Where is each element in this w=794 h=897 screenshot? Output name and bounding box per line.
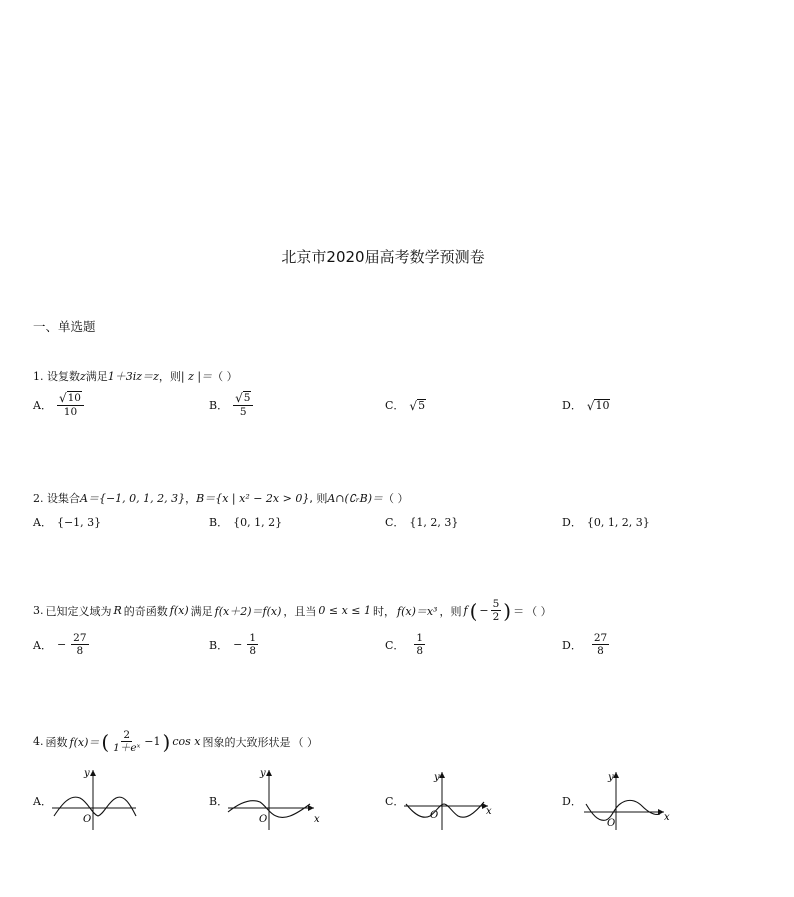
stem-text: 满足: [190, 604, 213, 618]
denominator: 5: [239, 406, 247, 418]
q2-option-b[interactable]: [209, 514, 282, 530]
curve: [406, 802, 484, 817]
radicand: 5: [418, 398, 426, 412]
page-title: 北京市2020届高考数学预测卷: [281, 248, 485, 266]
q3-option-a[interactable]: [33, 632, 89, 657]
y-label: y: [434, 772, 440, 783]
expression: f(x)＝: [69, 735, 100, 749]
expression: f(x＋2)＝f(x): [214, 604, 282, 618]
stem-text: ，则: [439, 604, 462, 618]
question-number: 2.: [33, 492, 44, 505]
numerator: 1: [249, 632, 256, 644]
fraction: √ 10 10: [57, 391, 84, 418]
q1-option-a[interactable]: [33, 391, 84, 418]
option-value: {1, 2, 3}: [409, 515, 459, 529]
q3-option-d[interactable]: [562, 632, 609, 657]
denominator: 10: [63, 406, 78, 418]
x-label: x: [664, 812, 670, 823]
expression: −1: [144, 735, 161, 748]
option-label: C．: [385, 399, 405, 412]
origin-label: O: [259, 814, 268, 825]
origin-label: O: [430, 810, 439, 821]
option-value: {0, 1, 2, 3}: [586, 515, 650, 529]
x-label: x: [486, 806, 492, 817]
stem-text: 时，: [373, 604, 395, 618]
question-number: 4.: [33, 735, 44, 748]
option-value: {0, 1, 2}: [233, 515, 283, 529]
question-number: 1.: [33, 370, 44, 383]
question-2-stem: [33, 490, 409, 506]
option-label: D．: [562, 399, 582, 412]
q4-option-c-label[interactable]: C．: [385, 795, 405, 808]
q1-option-b[interactable]: [209, 391, 253, 418]
denominator: 8: [76, 645, 84, 657]
answer-blank: （ ）: [212, 370, 238, 383]
radicand: 10: [67, 392, 81, 404]
option-label: B．: [209, 398, 229, 412]
question-1-stem: [33, 368, 238, 384]
variable: z: [80, 370, 86, 383]
answer-blank: （ ）: [292, 735, 318, 749]
y-axis-arrow: [613, 772, 619, 778]
variable: R: [113, 604, 122, 617]
q4-graph-c[interactable]: [400, 768, 500, 834]
expression: 0 ≤ x ≤ 1: [318, 604, 371, 617]
sign: −: [233, 638, 243, 651]
numerator: 5: [492, 598, 500, 610]
q4-graph-d[interactable]: [580, 768, 680, 834]
fraction: [111, 729, 142, 754]
q1-option-c[interactable]: [385, 397, 426, 413]
option-label: A．: [33, 516, 52, 529]
left-paren: (: [469, 598, 478, 623]
equation: 1＋3iz＝z: [107, 370, 159, 383]
stem-text: 设复数: [47, 370, 80, 383]
expression: f(x): [169, 604, 189, 617]
x-axis-arrow: [308, 805, 314, 811]
option-label: B．: [209, 638, 229, 652]
fraction: √ 5 5: [233, 391, 253, 418]
curve: [586, 800, 660, 820]
q4-graph-b[interactable]: [224, 764, 324, 834]
q3-option-b[interactable]: [209, 632, 258, 657]
denominator: 2: [492, 611, 500, 623]
radicand: 5: [243, 392, 251, 404]
left-paren: (: [101, 729, 110, 754]
fraction: [491, 598, 502, 623]
curve: [54, 797, 136, 816]
q3-option-c[interactable]: [385, 632, 425, 657]
stem-text: 图象的大致形状是: [202, 735, 291, 749]
square-root: √ 10: [586, 398, 610, 413]
stem-text: ，则: [158, 370, 181, 383]
stem-text: ，且当: [283, 604, 317, 618]
origin-label: O: [83, 814, 92, 825]
stem-text: 满足: [85, 370, 108, 383]
y-label: y: [608, 772, 614, 783]
answer-blank: （ ）: [526, 604, 552, 618]
q2-option-d[interactable]: [562, 514, 650, 530]
fraction: [71, 632, 88, 657]
sign: −: [56, 638, 67, 651]
question-3-stem: 3. 已知定义域为 R 的奇函数 f(x) 满足 f(x＋2)＝f(x) ，且当 0 ≤ x ≤ 1 时， f(x)＝x³ ，则 f ( − $\frac{5}{2}$ ) ＝ （ ）: [33, 598, 552, 623]
fraction: [414, 632, 425, 657]
numerator: 2: [123, 729, 131, 741]
denominator: 8: [416, 645, 424, 657]
origin-label: O: [607, 818, 616, 829]
fraction: [247, 632, 258, 657]
option-label: A．: [33, 398, 52, 412]
square-root: √ 5: [409, 398, 426, 413]
equals: ＝: [513, 604, 525, 618]
answer-blank: （ ）: [383, 492, 409, 505]
q4-option-d-label[interactable]: D．: [562, 795, 582, 808]
question-number: 3.: [33, 604, 44, 617]
y-axis-arrow: [90, 770, 96, 776]
set-b: B＝{x | x² − 2x > 0}: [196, 492, 310, 505]
option-label: D．: [562, 638, 582, 652]
option-value: {−1, 3}: [56, 515, 102, 529]
y-axis-arrow: [266, 770, 272, 776]
y-label: y: [260, 768, 266, 779]
fraction: [592, 632, 609, 657]
y-label: y: [84, 768, 90, 779]
q2-option-c[interactable]: [385, 514, 458, 530]
numerator: 27: [73, 632, 87, 644]
expression: cos x: [172, 735, 201, 748]
separator: ，: [185, 492, 197, 505]
option-label: C．: [385, 516, 405, 529]
expression: f(x)＝x³: [397, 604, 438, 618]
section-heading: 一、单选题: [33, 319, 96, 334]
stem-text: 设集合: [47, 492, 80, 505]
q4-graph-a[interactable]: [48, 764, 140, 834]
x-label: x: [314, 814, 320, 825]
option-label: D．: [562, 516, 582, 529]
radicand: 10: [595, 398, 610, 412]
function-name: f: [463, 604, 468, 617]
numerator: 1: [416, 632, 424, 644]
q4-option-b-label[interactable]: B．: [209, 795, 229, 808]
expression: | z |＝: [180, 370, 213, 383]
right-paren: ): [503, 598, 512, 623]
denominator: 8: [597, 645, 604, 657]
q2-option-a[interactable]: [33, 514, 101, 530]
option-label: B．: [209, 516, 229, 529]
question-4-stem: [33, 729, 318, 754]
numerator: 27: [593, 632, 608, 644]
option-label: A．: [33, 638, 52, 652]
stem-text: 已知定义域为: [45, 604, 112, 618]
option-label: C．: [385, 638, 405, 652]
y-axis-arrow: [439, 772, 445, 778]
stem-text: 函数: [45, 735, 68, 749]
q1-option-d[interactable]: [562, 397, 610, 413]
right-paren: ): [162, 729, 171, 754]
q4-option-a-label[interactable]: A．: [33, 795, 52, 808]
stem-text: , 则: [309, 492, 328, 505]
denominator: 1＋eˣ: [113, 742, 141, 754]
stem-text: 的奇函数: [123, 604, 168, 618]
denominator: 8: [249, 645, 256, 657]
set-a: A＝{−1, 0, 1, 2, 3}: [80, 492, 186, 505]
expression: A∩(∁ᵣB)＝: [327, 492, 383, 505]
